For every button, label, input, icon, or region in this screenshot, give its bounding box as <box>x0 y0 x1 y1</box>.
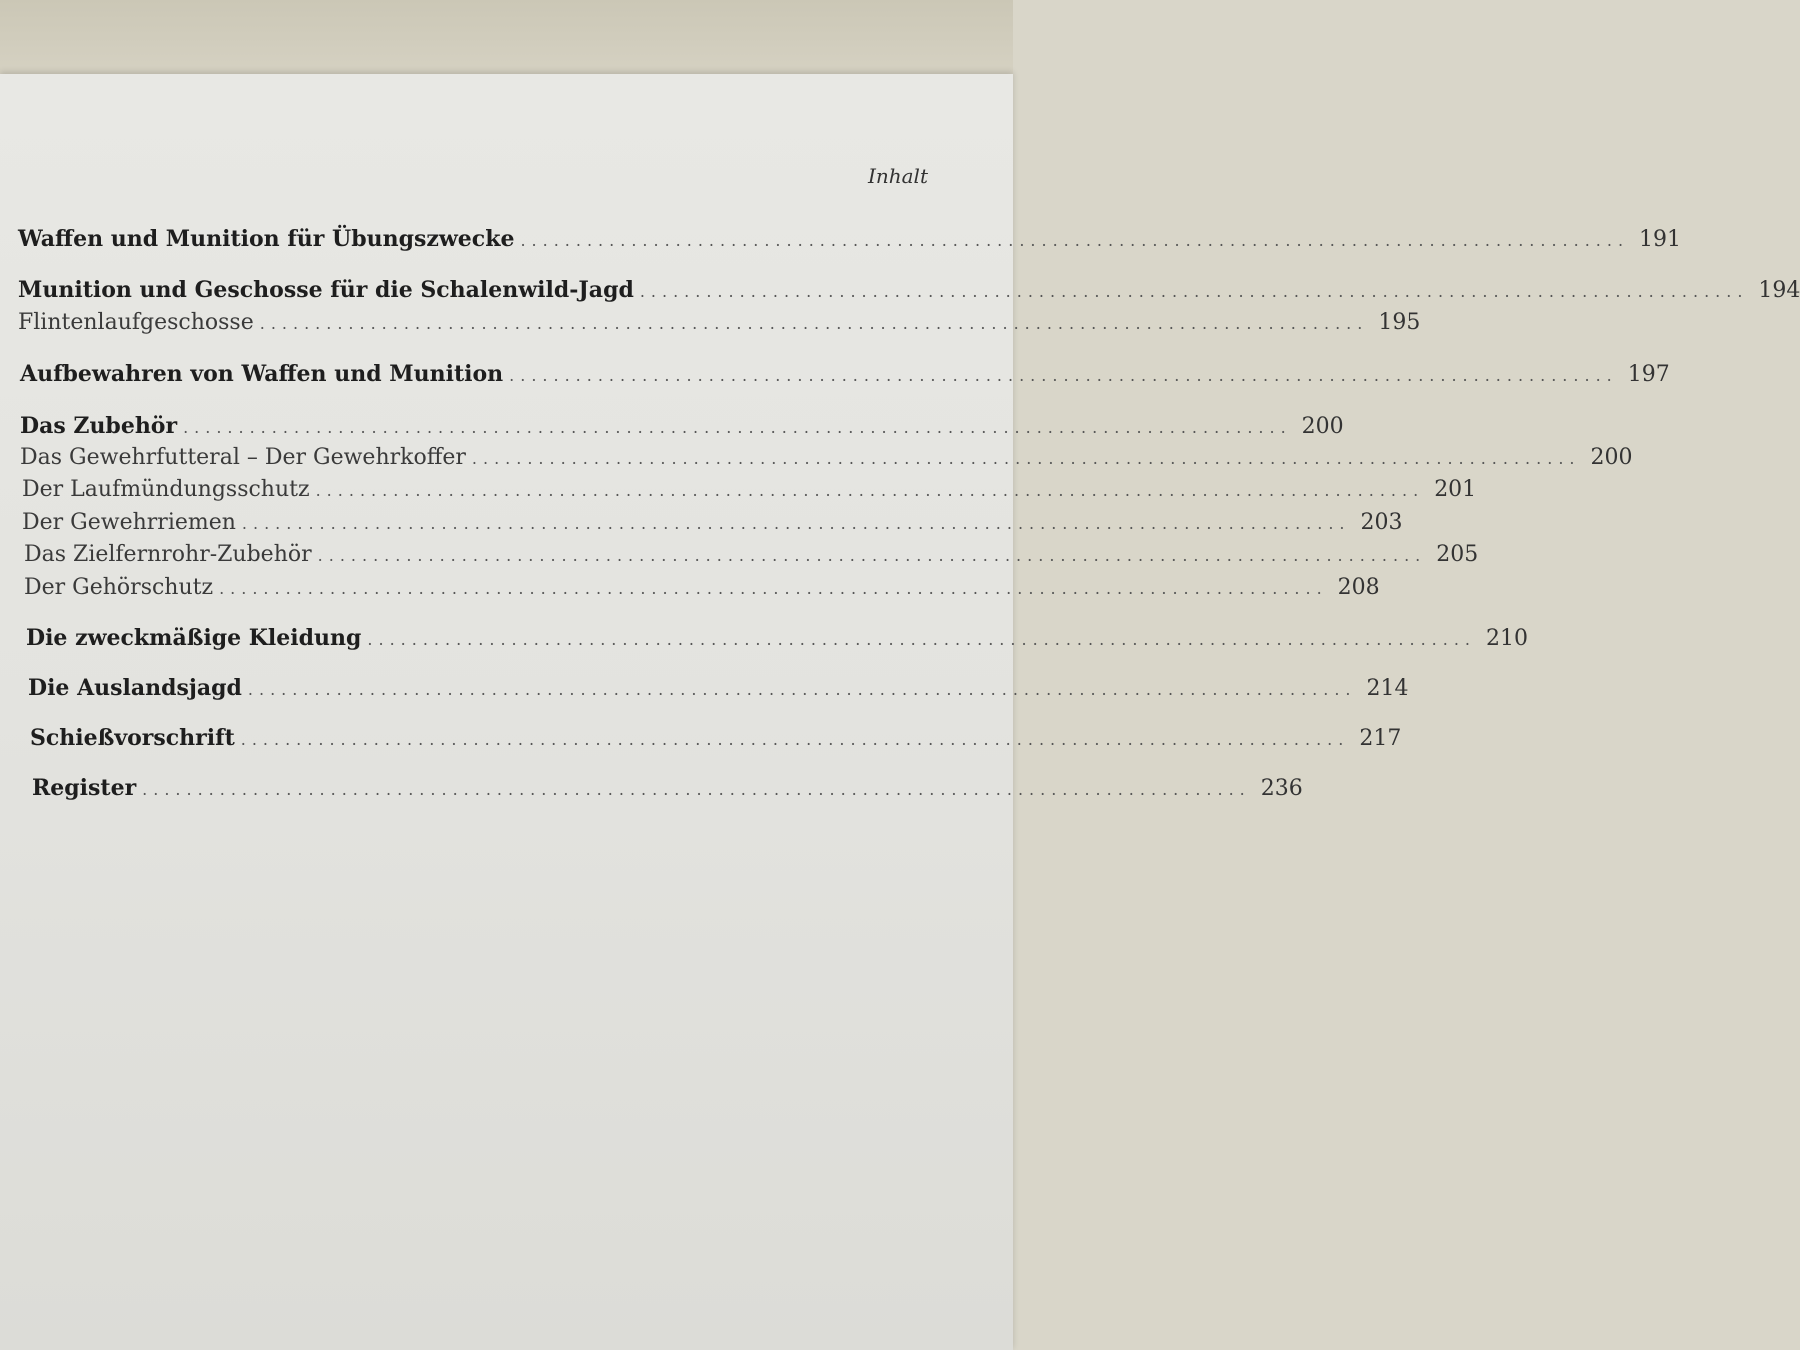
leader-dots: .................................................................................................... <box>259 314 1369 333</box>
toc-entry <box>22 510 1403 540</box>
leader-dots: .................................................................................................... <box>471 449 1581 468</box>
toc-entry <box>32 775 1303 805</box>
toc-entry-page: 194 <box>1758 278 1800 303</box>
toc-entry <box>26 625 1528 655</box>
toc-entry <box>20 413 1344 443</box>
toc-entry-title: Der Laufmündungsschutz <box>22 477 310 502</box>
leader-dots: .................................................................................................... <box>142 780 1251 799</box>
toc-entry <box>20 361 1670 391</box>
leader-dots: .................................................................................................... <box>241 514 1351 533</box>
toc-entry <box>30 725 1402 755</box>
toc-entry-page: 195 <box>1378 310 1421 335</box>
toc-entry-title: Die zweckmäßige Kleidung <box>26 625 362 651</box>
toc-entry-page: 197 <box>1627 362 1670 387</box>
toc-entry-page: 208 <box>1337 575 1380 600</box>
toc-entry <box>20 445 1633 475</box>
toc-entry-page: 200 <box>1301 414 1344 439</box>
leader-dots: .................................................................................................... <box>367 630 1476 649</box>
leader-dots: .................................................................................................... <box>247 680 1357 699</box>
toc-entry-page: 236 <box>1260 776 1303 801</box>
toc-entry-page: 217 <box>1359 726 1402 751</box>
toc-entry-page: 205 <box>1436 542 1479 567</box>
toc-entry-title: Das Zielfernrohr-Zubehör <box>24 542 312 567</box>
running-head: Inhalt <box>867 164 928 188</box>
toc-entry-title: Aufbewahren von Waffen und Munition <box>20 361 504 387</box>
leader-dots: .................................................................................................... <box>183 418 1292 437</box>
toc-entry-page: 214 <box>1366 676 1409 701</box>
leader-dots: .................................................................................................... <box>219 579 1328 598</box>
toc-entry-title: Munition und Geschosse für die Schalenwild-Jagd <box>18 277 634 303</box>
toc-entry-title: Schießvorschrift <box>30 725 235 751</box>
toc-entry-title: Flintenlaufgeschosse <box>18 310 254 335</box>
leader-dots: .................................................................................................... <box>520 231 1630 250</box>
toc-entry-title: Waffen und Munition für Übungszwecke <box>18 226 515 252</box>
toc-entry-title: Der Gewehrriemen <box>22 510 236 535</box>
toc-entry-page: 200 <box>1590 445 1633 470</box>
leader-dots: .................................................................................................... <box>315 481 1425 500</box>
toc-entry-title: Register <box>32 775 137 801</box>
toc-entry-page: 201 <box>1434 477 1477 502</box>
toc-entry <box>24 542 1479 572</box>
toc-entry <box>24 575 1380 605</box>
toc-entry <box>18 226 1682 256</box>
toc-entry-page: 191 <box>1639 227 1682 252</box>
toc-entry <box>18 277 1800 307</box>
toc-entry <box>18 310 1421 340</box>
leader-dots: .................................................................................................... <box>639 282 1749 301</box>
toc-entry <box>28 675 1409 705</box>
toc-entry-page: 203 <box>1360 510 1403 535</box>
leader-dots: .................................................................................................... <box>317 546 1427 565</box>
toc-entry-title: Das Zubehör <box>20 413 178 439</box>
toc-entry-title: Der Gehörschutz <box>24 575 214 600</box>
toc-entry-page: 210 <box>1486 626 1528 651</box>
leader-dots: .................................................................................................... <box>509 366 1618 385</box>
toc-entry <box>22 477 1477 507</box>
toc-entry-title: Das Gewehrfutteral – Der Gewehrkoffer <box>20 445 466 470</box>
leader-dots: .................................................................................................... <box>240 730 1350 749</box>
toc-entry-title: Die Auslandsjagd <box>28 675 242 701</box>
